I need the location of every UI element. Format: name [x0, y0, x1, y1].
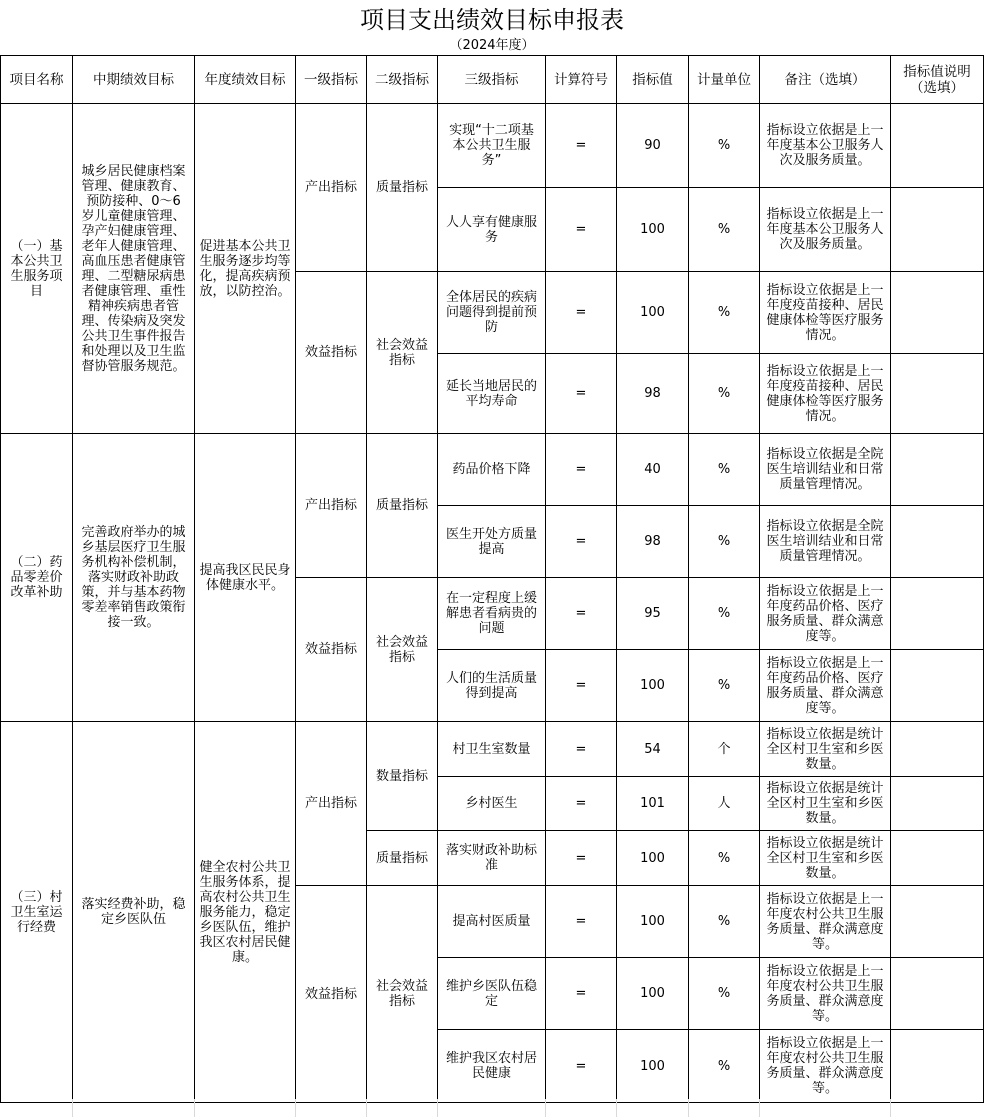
level1-indicator: 效益指标 [296, 886, 367, 1103]
remark: 指标设立依据是上一年度基本公卫服务人次及服务质量。 [760, 104, 891, 188]
remark: 指标设立依据是统计全区村卫生室和乡医数量。 [760, 722, 891, 777]
remark: 指标设立依据是上一年度疫苗接种、居民健康体检等医疗服务情况。 [760, 354, 891, 434]
header-unit: 计量单位 [689, 56, 760, 104]
level1-indicator: 产出指标 [296, 104, 367, 272]
indicator-value: 100 [617, 650, 689, 722]
level2-indicator: 数量指标 [367, 722, 438, 831]
unit: % [689, 650, 760, 722]
level3-indicator: 在一定程度上缓解患者看病贵的问题 [438, 578, 546, 650]
indicator-value: 100 [617, 958, 689, 1030]
header-symbol: 计算符号 [546, 56, 617, 104]
level3-indicator: 提高村医质量 [438, 886, 546, 958]
unit: % [689, 272, 760, 354]
value-note [891, 886, 984, 958]
unit: % [689, 104, 760, 188]
calc-symbol: = [546, 1030, 617, 1103]
midterm-goal: 落实经费补助，稳定乡医队伍 [73, 722, 195, 1103]
unit: % [689, 506, 760, 578]
calc-symbol: = [546, 104, 617, 188]
value-note [891, 506, 984, 578]
unit: % [689, 1030, 760, 1103]
calc-symbol: = [546, 506, 617, 578]
indicator-value: 100 [617, 188, 689, 272]
value-note [891, 722, 984, 777]
unit: % [689, 434, 760, 506]
remark: 指标设立依据是上一年度农村公共卫生服务质量、群众满意度等。 [760, 958, 891, 1030]
table-row [1, 434, 984, 506]
level3-indicator: 人人享有健康服务 [438, 188, 546, 272]
level3-indicator: 乡村医生 [438, 777, 546, 831]
value-note [891, 777, 984, 831]
level3-indicator: 维护乡医队伍稳定 [438, 958, 546, 1030]
level3-indicator: 实现“十二项基本公共卫生服务” [438, 104, 546, 188]
level3-indicator: 全体居民的疾病问题得到提前预防 [438, 272, 546, 354]
header-remark: 备注（选填） [760, 56, 891, 104]
level2-indicator: 社会效益指标 [367, 886, 438, 1103]
indicator-value: 98 [617, 354, 689, 434]
indicator-value: 98 [617, 506, 689, 578]
midterm-goal: 完善政府举办的城乡基层医疗卫生服务机构补偿机制，落实财政补助政策，并与基本药物零差率销售政策衔接一致。 [73, 434, 195, 722]
remark: 指标设立依据是上一年度疫苗接种、居民健康体检等医疗服务情况。 [760, 272, 891, 354]
header-annual-goal: 年度绩效目标 [195, 56, 296, 104]
unit: % [689, 188, 760, 272]
level1-indicator: 效益指标 [296, 272, 367, 434]
level3-indicator: 医生开处方质量提高 [438, 506, 546, 578]
calc-symbol: = [546, 777, 617, 831]
level1-indicator: 产出指标 [296, 434, 367, 578]
remark: 指标设立依据是上一年度基本公卫服务人次及服务质量。 [760, 188, 891, 272]
value-note [891, 650, 984, 722]
annual-goal: 提高我区民民身体健康水平。 [195, 434, 296, 722]
indicator-value: 95 [617, 578, 689, 650]
level1-indicator: 效益指标 [296, 578, 367, 722]
unit: 个 [689, 722, 760, 777]
header-level2: 二级指标 [367, 56, 438, 104]
level1-indicator: 产出指标 [296, 722, 367, 886]
remark: 指标设立依据是上一年度药品价格、医疗服务质量、群众满意度等。 [760, 650, 891, 722]
performance-table [0, 55, 984, 1103]
unit: % [689, 354, 760, 434]
remark: 指标设立依据是全院医生培训结业和日常质量管理情况。 [760, 506, 891, 578]
project-name: （二）药品零差价改革补助 [1, 434, 73, 722]
level3-indicator: 药品价格下降 [438, 434, 546, 506]
value-note [891, 1030, 984, 1103]
level2-indicator: 社会效益指标 [367, 578, 438, 722]
value-note [891, 354, 984, 434]
value-note [891, 272, 984, 354]
calc-symbol: = [546, 578, 617, 650]
indicator-value: 100 [617, 1030, 689, 1103]
header-row [1, 56, 984, 104]
page-title: 项目支出绩效目标申报表 [360, 6, 624, 34]
table-row [1, 722, 984, 777]
level3-indicator: 维护我区农村居民健康 [438, 1030, 546, 1103]
indicator-value: 100 [617, 831, 689, 886]
header-value-note: 指标值说明（选填） [891, 56, 984, 104]
value-note [891, 578, 984, 650]
indicator-value: 90 [617, 104, 689, 188]
remark: 指标设立依据是全院医生培训结业和日常质量管理情况。 [760, 434, 891, 506]
indicator-value: 100 [617, 886, 689, 958]
remark: 指标设立依据是上一年度农村公共卫生服务质量、群众满意度等。 [760, 1030, 891, 1103]
level2-indicator: 质量指标 [367, 434, 438, 578]
value-note [891, 831, 984, 886]
level3-indicator: 落实财政补助标准 [438, 831, 546, 886]
remark: 指标设立依据是上一年度农村公共卫生服务质量、群众满意度等。 [760, 886, 891, 958]
level3-indicator: 延长当地居民的平均寿命 [438, 354, 546, 434]
remark: 指标设立依据是上一年度药品价格、医疗服务质量、群众满意度等。 [760, 578, 891, 650]
calc-symbol: = [546, 886, 617, 958]
indicator-value: 54 [617, 722, 689, 777]
value-note [891, 188, 984, 272]
value-note [891, 104, 984, 188]
level3-indicator: 人们的生活质量得到提高 [438, 650, 546, 722]
table-row [1, 104, 984, 188]
level3-indicator: 村卫生室数量 [438, 722, 546, 777]
value-note [891, 434, 984, 506]
unit: % [689, 886, 760, 958]
header-project-name: 项目名称 [1, 56, 73, 104]
unit: % [689, 958, 760, 1030]
header-value: 指标值 [617, 56, 689, 104]
header-midterm-goal: 中期绩效目标 [73, 56, 195, 104]
indicator-value: 100 [617, 272, 689, 354]
calc-symbol: = [546, 831, 617, 886]
project-name: （一）基本公共卫生服务项目 [1, 104, 73, 434]
calc-symbol: = [546, 188, 617, 272]
annual-goal: 促进基本公共卫生服务逐步均等化，提高疾病预放，以防控治。 [195, 104, 296, 434]
header-level3: 三级指标 [438, 56, 546, 104]
unit: % [689, 831, 760, 886]
level2-indicator: 质量指标 [367, 104, 438, 272]
level2-indicator: 质量指标 [367, 831, 438, 886]
calc-symbol: = [546, 650, 617, 722]
calc-symbol: = [546, 272, 617, 354]
project-name: （三）村卫生室运行经费 [1, 722, 73, 1103]
indicator-value: 40 [617, 434, 689, 506]
unit: 人 [689, 777, 760, 831]
value-note [891, 958, 984, 1030]
calc-symbol: = [546, 722, 617, 777]
calc-symbol: = [546, 958, 617, 1030]
header-level1: 一级指标 [296, 56, 367, 104]
calc-symbol: = [546, 354, 617, 434]
report-year: （2024年度） [449, 38, 535, 53]
spreadsheet-grid-tail [0, 1099, 984, 1117]
remark: 指标设立依据是统计全区村卫生室和乡医数量。 [760, 831, 891, 886]
remark: 指标设立依据是统计全区村卫生室和乡医数量。 [760, 777, 891, 831]
level2-indicator: 社会效益指标 [367, 272, 438, 434]
indicator-value: 101 [617, 777, 689, 831]
calc-symbol: = [546, 434, 617, 506]
midterm-goal: 城乡居民健康档案管理、健康教育、预防接种、0～6岁儿童健康管理、孕产妇健康管理、老年人健康管理、高血压患者健康管理、二型糖尿病患者健康管理、重性精神疾病患者管理、传染病及突发公共卫生事件报告和处理以及卫生监督协管服务规范。 [73, 104, 195, 434]
annual-goal: 健全农村公共卫生服务体系，提高农村公共卫生服务能力，稳定乡医队伍，维护我区农村居民健康。 [195, 722, 296, 1103]
unit: % [689, 578, 760, 650]
